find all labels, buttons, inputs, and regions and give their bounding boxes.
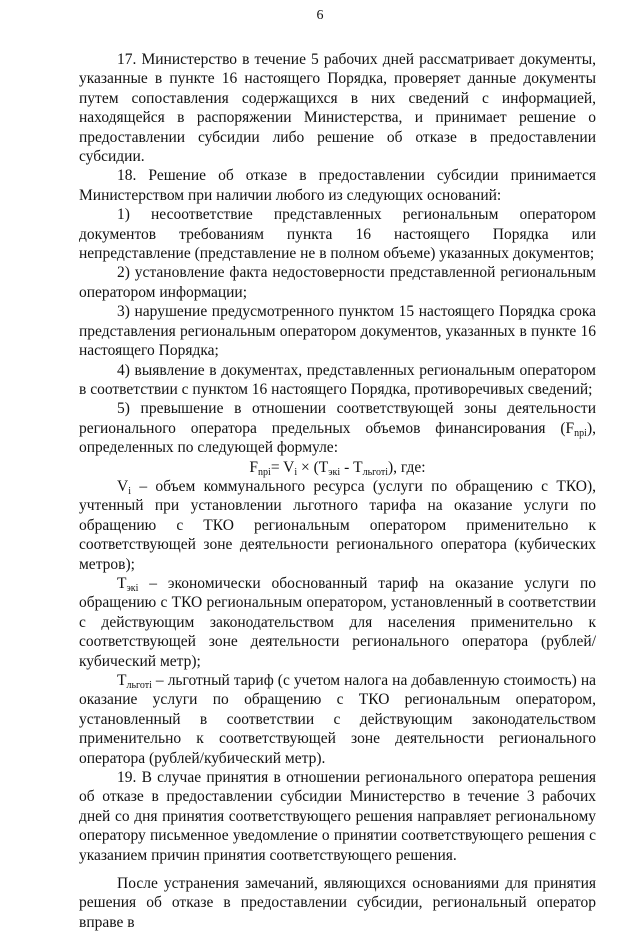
list-item-4: 4) выявление в документах, представленных региональным оператором в соответствии с пунктом 16 настоящего Порядка, противоречивых сведений; <box>79 361 596 398</box>
definition-t-lgot <box>79 671 596 768</box>
item5-subscript: npi <box>574 427 587 439</box>
list-item-2: 2) установление факта недостоверности представленной региональным оператором информации; <box>79 264 596 301</box>
page-number: 6 <box>316 8 324 23</box>
definition-t-econ <box>79 574 596 671</box>
definition-v <box>79 477 596 574</box>
paragraph-19: 19. В случае принятия в отношении регионального оператора решения об отказе в предоставлении субсидии Министерство в течение 3 рабочих дней со дня принятия соответствующего решения направляет региональному оператору письменное уведомление о принятии соответствующего решения с указанием причин принятия соответствующего решения. <box>79 769 596 864</box>
paragraph-18: 18. Решение об отказе в предоставлении субсидии принимается Министерством при наличии любого из следующих оснований: <box>79 167 596 204</box>
formula-minus: - T <box>340 458 363 476</box>
paragraph-17: 17. Министерство в течение 5 рабочих дней рассматривает документы, указанные в пункте 16 настоящего Порядка, проверяет данные документы путем сопоставления содержащихся в них сведений с информацией, находящейся в распоряжении Министерства, и принимает решение о предоставлении субсидии либо решение об отказе в предоставлении субсидии. <box>79 51 596 166</box>
list-item-3: 3) нарушение предусмотренного пунктом 15 настоящего Порядка срока представления региональным оператором документов, указанных в пункте 16 настоящего Порядка; <box>79 303 596 360</box>
formula-t1-sub: экі <box>328 466 341 478</box>
formula-t2-sub: льготі <box>362 466 388 478</box>
formula-mid: × (T <box>297 458 329 476</box>
def-t1-text: – экономически обоснованный тариф на оказание услуги по обращению с ТКО региональным оператором, установленный в соответствии с действующим законодательством для населения применительно к соответствующей зоне деятельности регионального оператора (рублей/кубический метр); <box>79 574 596 670</box>
formula-lhs-sub: npi <box>258 466 271 478</box>
formula-eq: = V <box>270 458 295 476</box>
def-t1-sub: экі <box>126 582 139 594</box>
def-t2-text: – льготный тариф (с учетом налога на добавленную стоимость) на оказание услуги по обращению с ТКО региональным оператором, установленный в соответствии с действующим законодательством применительно к соответствующей зоне деятельности регионального оператора (рублей/кубический метр). <box>79 672 596 767</box>
list-item-1: 1) несоответствие представленных региональным оператором документов требованиям пункта 16 настоящего Порядка или непредставление (представление не в полном объеме) указанных документов; <box>79 206 596 263</box>
def-t1-symbol: T <box>117 574 127 592</box>
def-v-sub: i <box>128 485 131 497</box>
document-body <box>79 50 596 932</box>
item5-end: ), определенных по следующей формуле: <box>79 419 596 457</box>
def-v-symbol: V <box>117 477 129 495</box>
formula-lhs: F <box>249 458 259 476</box>
financing-formula <box>79 458 596 477</box>
item5-text: 5) превышение в отношении соответствующей зоны деятельности регионального оператора предельных объемов финансирования (F <box>79 400 596 437</box>
def-v-text: – объем коммунального ресурса (услуги по обращению с ТКО), учтенный при установлении льготного тарифа на оказание услуги по обращению с ТКО региональным оператором применительно к соответствующей зоне деятельности регионального оператора (кубических метров); <box>79 477 596 573</box>
def-t2-symbol: T <box>117 672 127 689</box>
formula-tail: ), где: <box>388 458 426 476</box>
paragraph-after-19: После устранения замечаний, являющихся основаниями для принятия решения об отказе в предоставлении субсидии, региональный оператор вправе в <box>79 875 596 931</box>
formula-v-sub: i <box>294 466 298 478</box>
list-item-5 <box>79 399 596 457</box>
def-t2-sub: льготі <box>126 680 152 691</box>
